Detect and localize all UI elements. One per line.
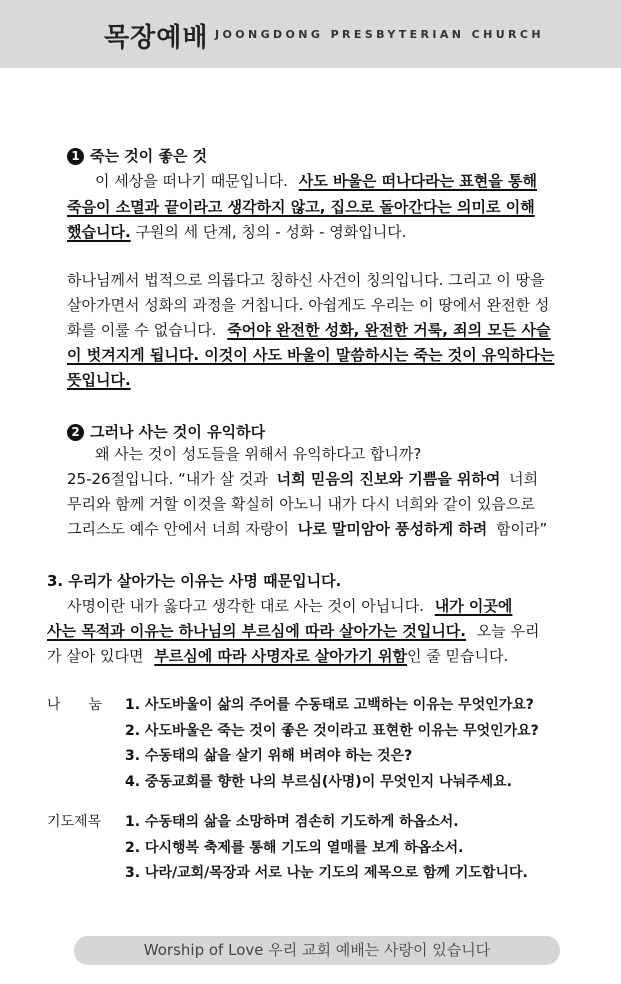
section2-text: 25-26절입니다. “내가 살 것과 [67,470,268,488]
paragraph-emphasis-line: 뜻입니다. [67,371,131,389]
section2-emphasis: 너희 믿음의 진보와 기쁨을 위하여 [276,470,501,488]
prayer-item: 2. 다시행복 축제를 통해 기도의 열매를 보게 하옵소서. [125,840,464,856]
section3-emphasis: 내가 이곳에 [434,597,513,615]
paragraph-emphasis-line: 이 벗겨지게 됩니다. 이것이 사도 바울이 말씀하시는 죽는 것이 유익하다는 [67,346,555,364]
section1-text: 이 세상을 떠나기 때문입니다. [95,172,288,190]
paragraph-line: 하나님께서 법적으로 의롭다고 칭하신 사건이 칭의입니다. 그리고 이 땅을 [67,271,545,289]
footer-text: Worship of Love 우리 교회 예배는 사랑이 있습니다 [143,941,491,959]
footer-banner [74,936,560,965]
paragraph-emphasis: 죽어야 완전한 성화, 완전한 거룩, 죄의 모든 사슬 [227,321,551,339]
section1-emphasis-line: 죽음이 소멸과 끝이라고 생각하지 않고, 집으로 돌아간다는 의미로 이해 [67,198,535,216]
sharing-question: 2. 사도바울은 죽는 것이 좋은 것이라고 표현한 이유는 무엇인가요? [125,723,539,739]
prayer-item: 1. 수동태의 삶을 소망하며 겸손히 기도하게 하옵소서. [125,814,459,830]
section3-text: 가 살아 있다면 [47,647,144,665]
header-bar [0,0,621,68]
paragraph-line [67,319,551,341]
section3-emphasis: 부르심에 따라 사명자로 살아가기 위함 [154,647,407,665]
paragraph-text: 화를 이룰 수 없습니다. [67,321,217,339]
section2-text: 그리스도 예수 안에서 너희 자랑이 [67,520,289,538]
prayer-label: 기도제목 [47,814,102,830]
section3-text: 오늘 우리 [476,622,540,640]
section2-line: 왜 사는 것이 성도들을 위해서 유익하다고 합니까? [95,445,422,463]
section1-emphasis: 했습니다. [67,223,131,241]
section2-text: 함이라” [496,520,548,538]
section1-text: 구원의 세 단계, 칭의 - 성화 - 영화입니다. [130,223,407,241]
sharing-question: 3. 수동태의 삶을 살기 위해 버려야 하는 것은? [125,748,413,764]
church-name: JOONGDONG PRESBYTERIAN CHURCH [215,28,544,41]
section3-heading: 3. 우리가 살아가는 이유는 사명 때문입니다. [47,572,342,590]
section3-line [67,595,512,617]
sharing-label [47,694,102,716]
sharing-label-a: 나 [47,697,61,713]
section1-line [95,170,537,192]
section2-text: 너희 [509,470,539,488]
number-1-icon: 1 [67,148,84,165]
sharing-label-b: 눔 [88,697,103,713]
section3-text: 사명이란 내가 옳다고 생각한 대로 사는 것이 아닙니다. [67,597,424,615]
sharing-question: 1. 사도바울이 삶의 주어를 수동태로 고백하는 이유는 무엇인가요? [125,697,534,713]
section2-line: 무리와 함께 거할 이것을 확실히 아노니 내가 다시 너희와 같이 있음으로 [67,495,535,513]
number-2-icon: 2 [67,424,84,441]
section2-line [67,518,547,540]
section1-heading [67,145,207,167]
section1-emphasis: 사도 바울은 떠나다라는 표현을 통해 [298,172,537,190]
section2-heading [67,421,265,443]
section1-heading-text: 죽는 것이 좋은 것 [90,147,208,165]
paragraph-line: 살아가면서 성화의 과정을 거칩니다. 아쉽게도 우리는 이 땅에서 완전한 성 [67,296,550,314]
section3-emphasis: 사는 목적과 이유는 하나님의 부르심에 따라 살아가는 것입니다. [47,622,466,640]
section1-line [67,221,407,243]
section2-line [67,468,538,490]
section3-text: 인 줄 믿습니다. [407,647,509,665]
section3-line [47,645,508,667]
section3-line [47,620,540,642]
prayer-item: 3. 나라/교회/목장과 서로 나눈 기도의 제목으로 함께 기도합니다. [125,865,528,881]
section2-emphasis: 나로 말미암아 풍성하게 하려 [297,520,488,538]
section2-heading-text: 그러나 사는 것이 유익하다 [90,423,266,441]
sharing-question: 4. 중동교회를 향한 나의 부르심(사명)이 무엇인지 나눠주세요. [125,774,512,790]
header-title: 목장예배 [104,23,209,53]
